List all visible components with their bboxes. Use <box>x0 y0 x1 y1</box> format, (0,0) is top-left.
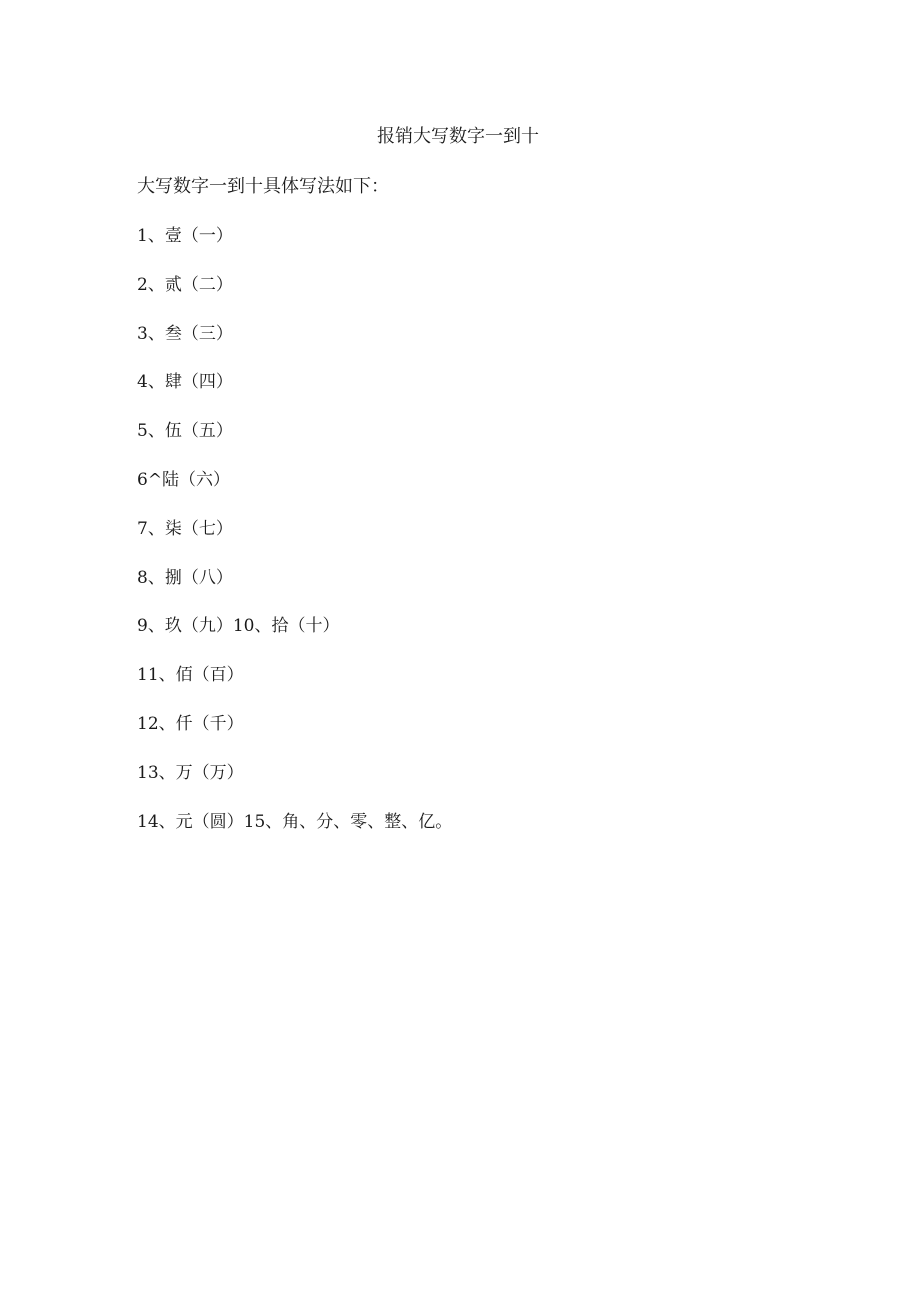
document-title: 报销大写数字一到十 <box>377 126 539 147</box>
list-item: 14、元（圆）15、角、分、零、整、亿。 <box>137 811 453 832</box>
list-item: 11、佰（百） <box>137 665 244 686</box>
list-item: 4、肆（四） <box>137 372 233 393</box>
numeral-list <box>137 223 452 857</box>
intro-text: 大写数字一到十具体写法如下： <box>137 176 389 197</box>
list-item: 12、仟（千） <box>137 713 244 734</box>
list-item: 2、贰（二） <box>137 274 233 295</box>
list-item: 6^陆（六） <box>137 469 231 490</box>
list-item: 8、捌（八） <box>137 567 233 588</box>
list-item: 1、壹（一） <box>137 226 233 246</box>
list-item: 3、叁（三） <box>137 323 233 344</box>
list-item: 5、伍（五） <box>137 421 233 442</box>
list-item: 9、玖（九）10、拾（十） <box>137 616 340 637</box>
list-item: 13、万（万） <box>137 762 244 783</box>
list-item: 7、柒（七） <box>137 518 233 539</box>
